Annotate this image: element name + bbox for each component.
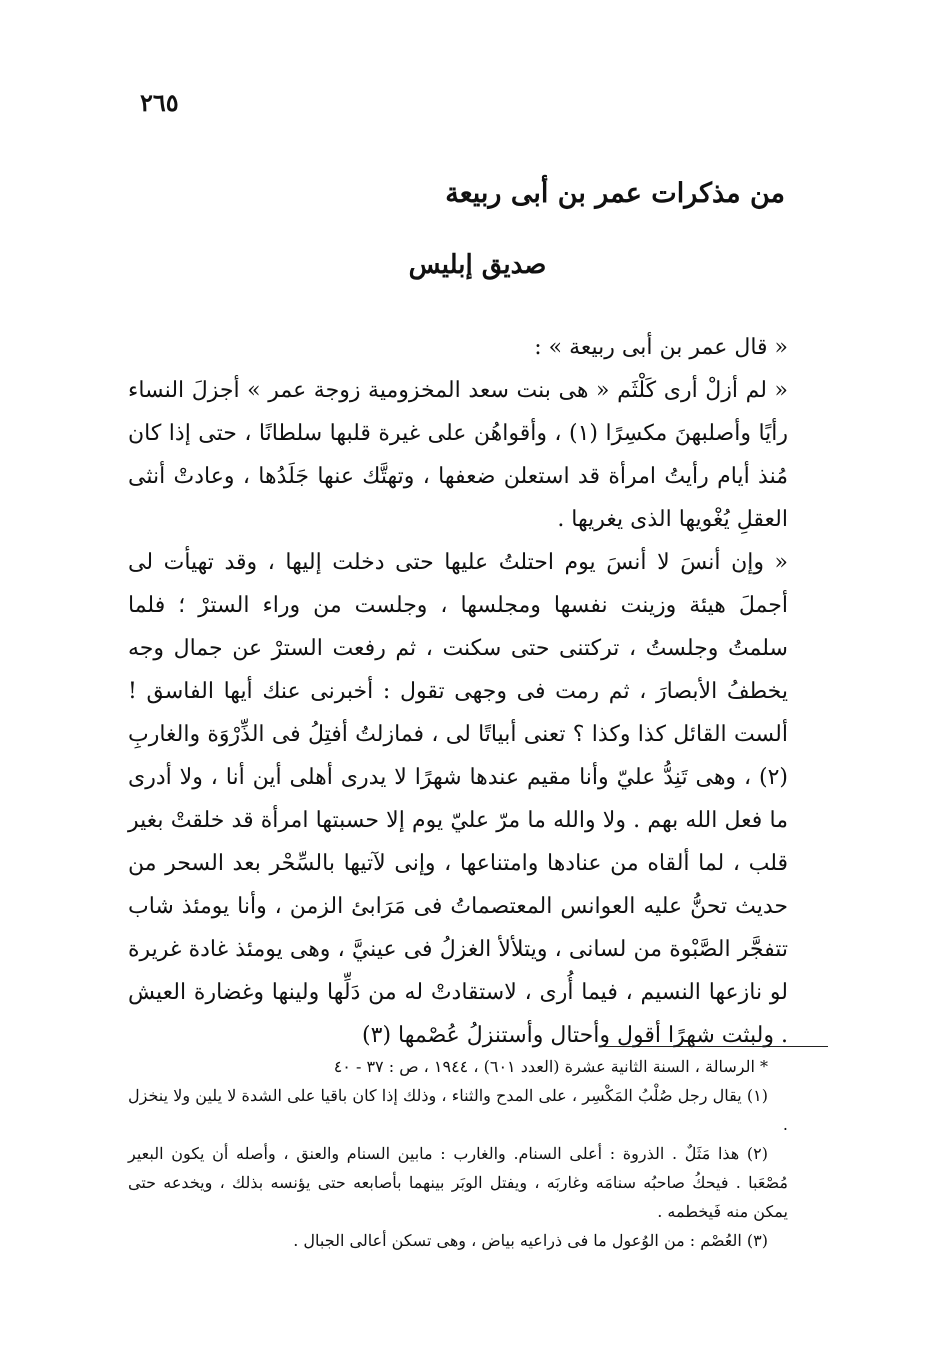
body-paragraph: « وإن أنسَ لا أنسَ يوم احتلتُ عليها حتى دخلت إليها ، وقد تهيأت لى أجملَ هيئة وزينت نفسها ومجلسها ، وجلست من وراء السترْ ؛ فلما سلمتُ وجلستُ ، تركتنى حتى سكنت ، ثم رفعت السترْ عن جمال وجه يخطفُ الأبصارَ ، ثم رمت فى وجهى تقول : أخبرنى عنك أيها الفاسق ! ألست القائل كذا وكذا ؟ تعنى أبياتًا لى ، فمازلتُ أفتِلُ فى الذِّرْوَة والغاربِ (٢) ، وهى تَنِدُّ عليّ وأنا مقيم عندها شهرًا لا يدرى أهلى أين أنا ، ولا أدرى ما فعل الله بهم . ولا والله ما مرّ عليّ يوم إلا حسبتها امرأة قد خلقتْ بغير قلب ، لما ألقاه من عنادها وامتناعها ، وإنى لآتيها بالسِّحْر بعد السحر من حديث تحنُّ عليه العوانس المعتصماتُ فى مَرَابئ الزمن ، وأنا يومئذ شاب تتفجَّر الصَّبْوة من لسانى ، ويتلألأ الغزلُ فى عينيَّ ، وهى يومئذ غادة غريرة لو نازعها النسيم ، فيما أُرى ، لاستقادتْ له من دَلِّها ولينها وغضارة العيش . ولبثت شهرًا أقول وأحتال وأستنزلُ عُصْمها (٣) xyxy=(128,550,788,1048)
footnote-item: (٣) العُصْم : من الوُعول ما فى ذراعيه بياض ، وهى تسكن أعالى الجبال . xyxy=(293,1231,768,1250)
footnote-source: * الرسالة ، السنة الثانية عشرة (العدد ٦٠١) ، ١٩٤٤ ، ص : ٣٧ - ٤٠ xyxy=(333,1057,768,1076)
body-paragraph: « قال عمر بن أبى ربيعة » : xyxy=(534,335,788,360)
footnote-divider xyxy=(600,1046,828,1047)
article-body xyxy=(128,326,788,1057)
article-title: من مذكرات عمر بن أبى ربيعة xyxy=(445,178,785,209)
page-number: ٢٦٥ xyxy=(140,88,179,117)
body-paragraph: « لم أزلْ أرى كَلْثَم « هى بنت سعد المخزومية زوجة عمر » أجزلَ النساء رأيًا وأصلبهنَ مكسِرًا (١) ، وأقواهُن على غيرة قلبها سلطانًا ، حتى إذا كان مُنذ أيام رأيتُ امرأة قد استعلن ضعفها ، وتهتَّك عنها جَلَدُها ، وعادتْ أنثى العقلِ يُغْويها الذى يغريها . xyxy=(128,378,789,532)
footnote-item: (١) يقال رجل صُلْبُ المَكْسِر ، على المدح والثناء ، وذلك إذا كان باقيا على الشدة لا يلين ولا ينخزل . xyxy=(128,1086,788,1134)
footnote-item: (٢) هذا مَثَلٌ . الذروة : أعلى السنام. والغارب : مابين السنام والعنق ، وأصله أن يكون البعير مُصْعَبا . فيحكُ صاحبُه سنامَه وغاربَه ، ويفتل الوبَر بينهما بأصابعه حتى يؤنسه بذلك ، ويخدعه حتى يمكن منه فَيخطمه . xyxy=(128,1144,788,1221)
footnotes xyxy=(128,1052,788,1255)
article-subtitle: صديق إبليس xyxy=(408,250,547,280)
